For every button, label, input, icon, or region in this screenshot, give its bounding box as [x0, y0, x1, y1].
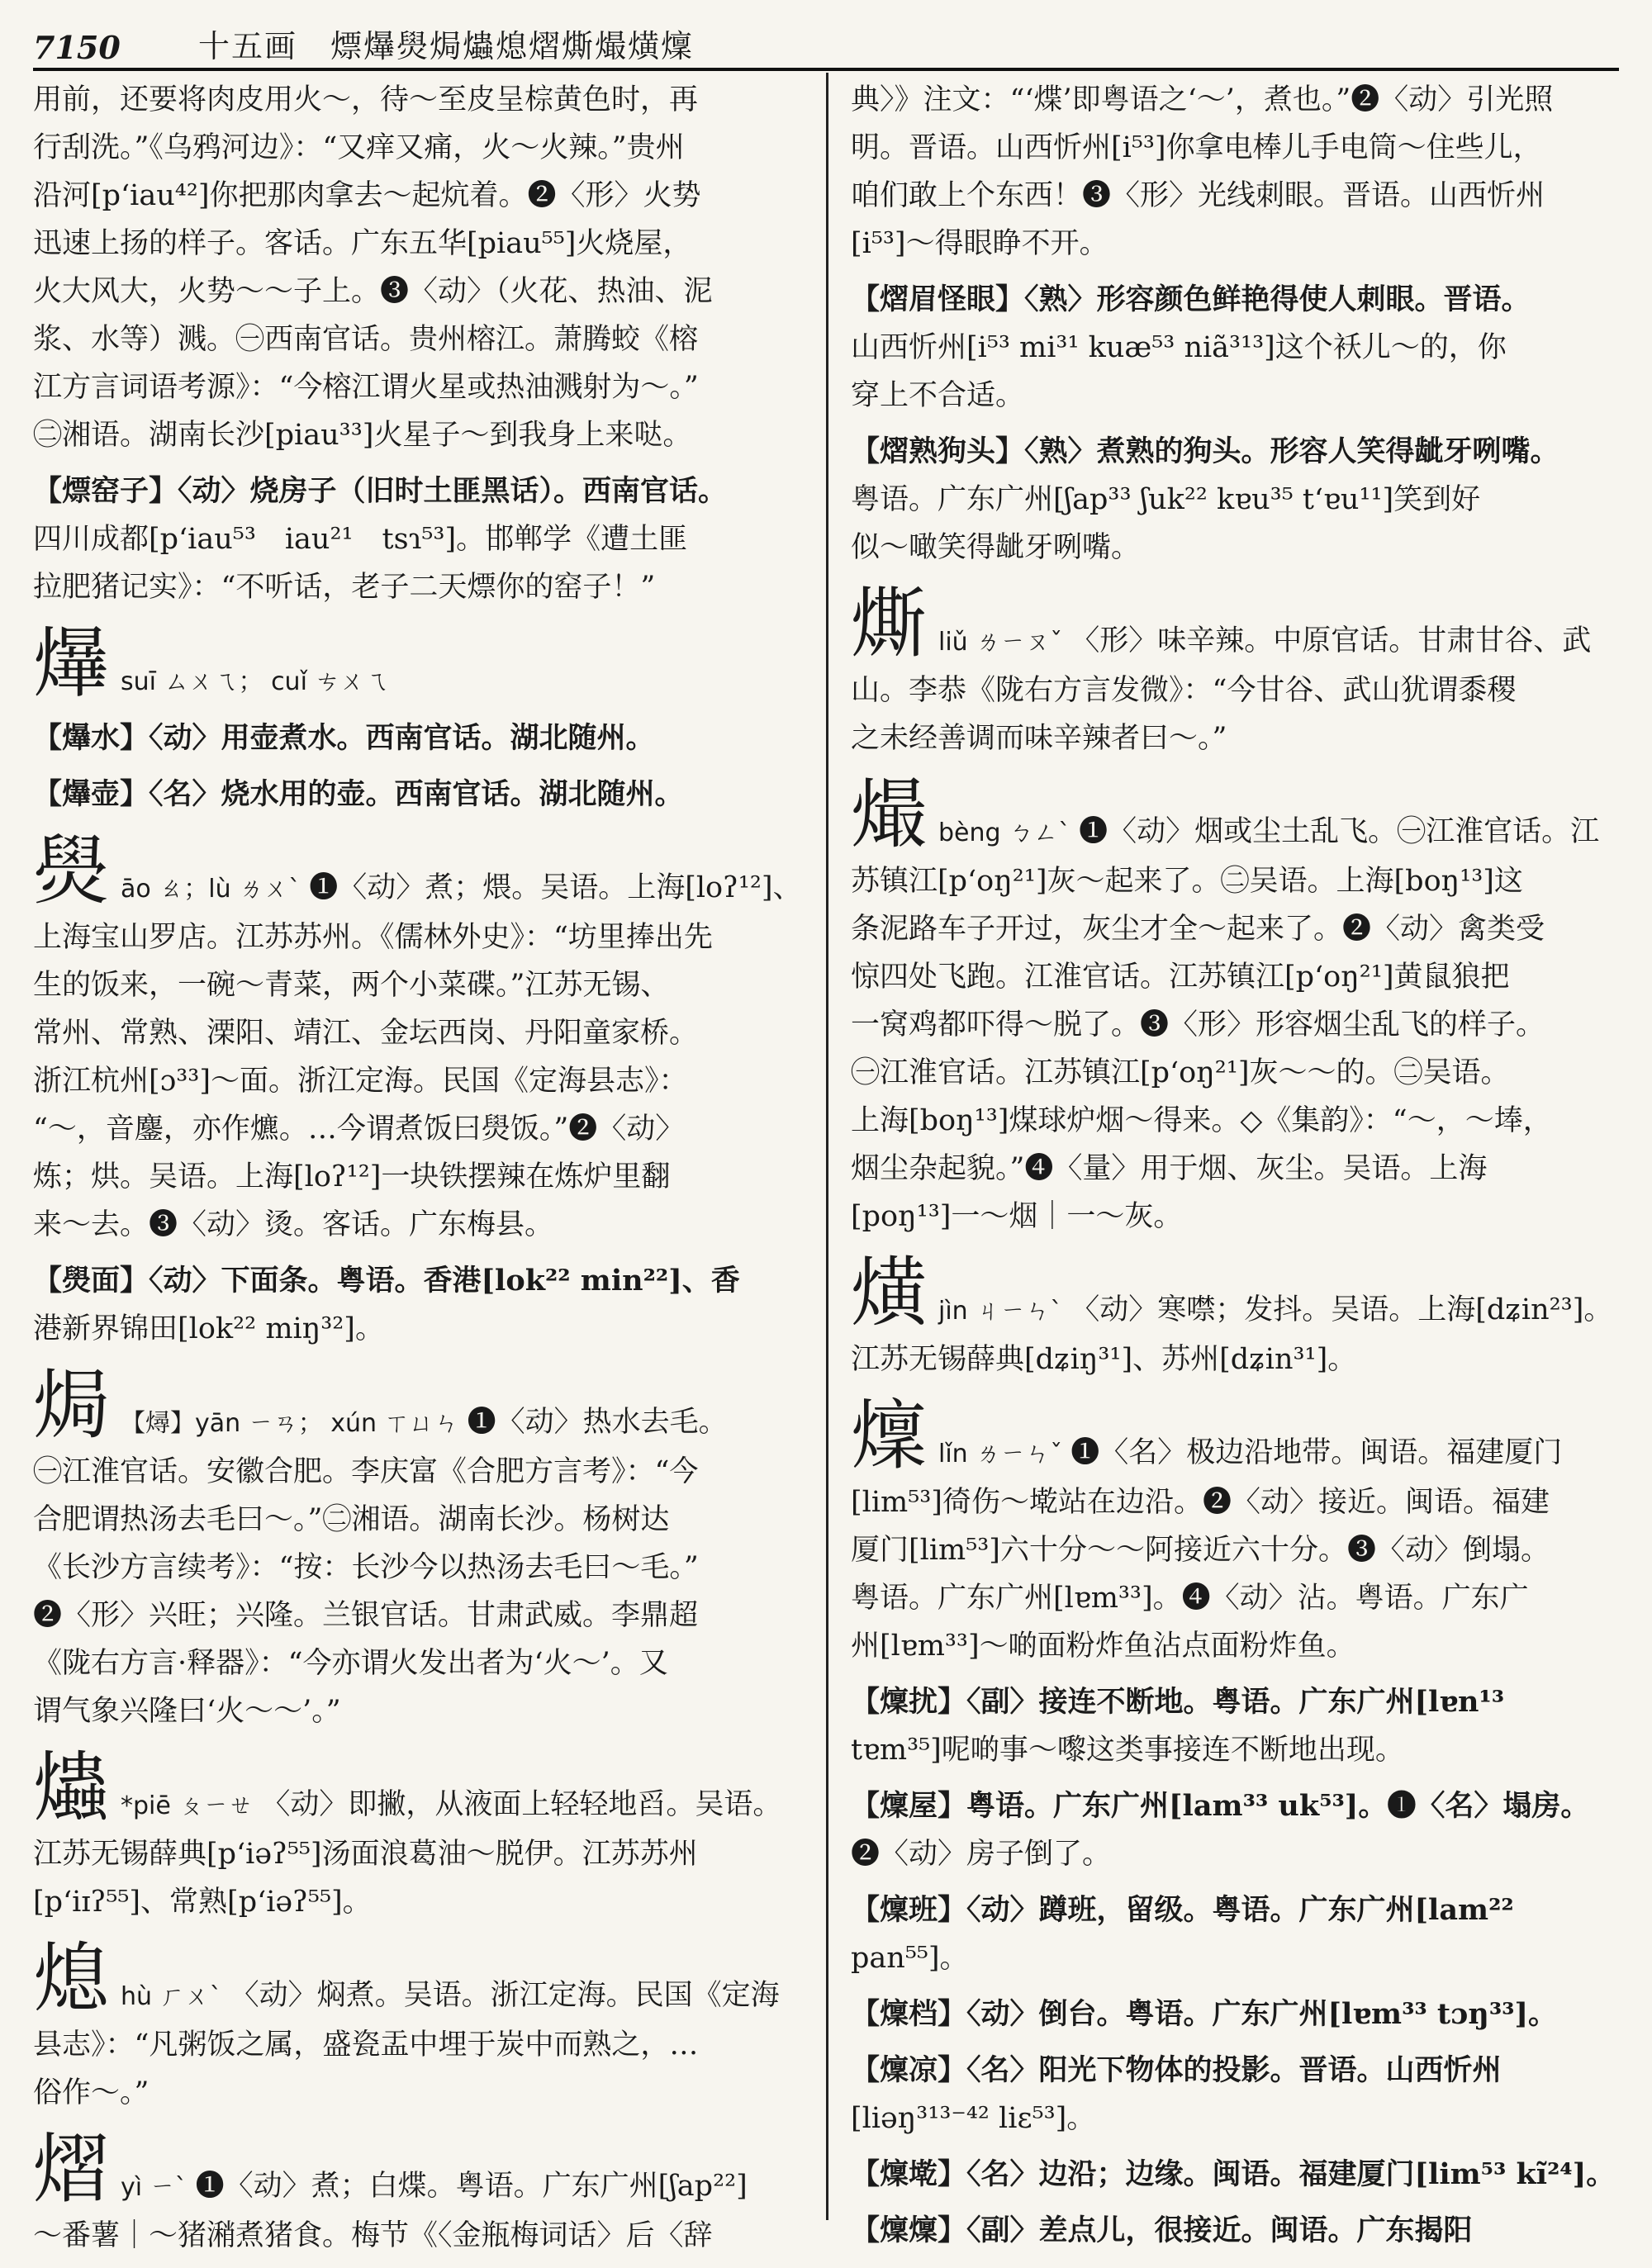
- running-head: 十五画 熛爗燢焗爞熄熠燍熶熿燣: [198, 28, 695, 64]
- left-entry: [33, 1257, 809, 1353]
- headword-pronunciation: liǔ ㄌㄧㄡˇ: [938, 628, 1063, 657]
- right-entry: [851, 1392, 1619, 1670]
- headword-row: [33, 619, 809, 708]
- subentry-line: 【燣燣】〈副〉差点儿，很接近。闽语。广东揭阳: [851, 2213, 1473, 2247]
- subentry-line: 【燣班】〈动〉蹲班，留级。粤语。广东广州[lam²²: [851, 1893, 1514, 1927]
- definition-line: ❷〈动〉房子倒了。: [851, 1838, 1112, 1871]
- definition-line: [lim⁵³]徛伤～墘站在边沿。❷〈动〉接近。闽语。福建: [851, 1486, 1550, 1519]
- headword-pronunciation: lǐn ㄌㄧㄣˇ: [938, 1440, 1063, 1469]
- definition-line: 江苏无锡薛典[dʑiŋ³¹]、苏州[dʑin³¹]。: [851, 1343, 1357, 1376]
- headword-pronunciation: hù ㄏㄨˋ: [121, 1982, 222, 2011]
- subentry-line: 【燣屋】粤语。广东广州[lam³³ uk⁵³]。❶〈名〉塌房。: [851, 1789, 1590, 1823]
- definition-text: ❶〈动〉煮；白煠。粤语。广东广州[ʃap²²]: [195, 2170, 748, 2203]
- subentry-line: 【熛窑子】〈动〉烧房子（旧时土匪黑话）。西南官话。: [33, 474, 728, 508]
- right-entry: [851, 1678, 1619, 1774]
- right-entry: [851, 1990, 1619, 2038]
- headword-pronunciation: *piē ㄆㄧㄝ: [121, 1791, 254, 1820]
- headword-pronunciation: jìn ㄐㄧㄣˋ: [938, 1297, 1063, 1326]
- subentry-line: 【燢面】〈动〉下面条。粤语。香港[lok²² min²²]、香: [33, 1264, 740, 1298]
- definition-line: 粤语。广东广州[ʃap³³ ʃuk²² kɐu³⁵ t‘ɐu¹¹]笑到好: [851, 483, 1481, 516]
- definition-line: 《长沙方言续考》：“按：长沙今以热汤去毛曰～毛。”: [33, 1551, 699, 1584]
- right-entry: [851, 771, 1619, 1241]
- headword-pronunciation: āo ㄠ；lù ㄌㄨˋ: [121, 875, 301, 904]
- definition-line: 火大风大，火势～～子上。❸〈动〉（火花、热油、泥: [33, 275, 713, 308]
- definition-text: 〈动〉寒噤；发抖。吴语。上海[dʑin²³]。: [1070, 1293, 1613, 1326]
- definition-line: 俗作～。”: [33, 2076, 150, 2109]
- subentry-line: 【燣扰】〈副〉接连不断地。粤语。广东广州[lɐn¹³: [851, 1685, 1505, 1719]
- definition-line: 似～噉笑得龇牙咧嘴。: [851, 531, 1141, 564]
- headword-character: 爗: [33, 619, 110, 708]
- header-rule: [33, 68, 1619, 71]
- headword-character: 熶: [851, 771, 928, 859]
- definition-line: [poŋ¹³]一～烟｜一～灰。: [851, 1200, 1183, 1233]
- headword-pronunciation: 【燖】yān ㄧㄢ； xún ㄒㄩㄣ: [121, 1409, 459, 1438]
- definition-line: 拉肥猪记实》：“不听话，老子二天熛你的窑子！”: [33, 571, 656, 604]
- definition-text: 〈动〉即撇，从液面上轻轻地舀。吴语。: [261, 1788, 782, 1821]
- headword-row: [851, 580, 1619, 668]
- page-header: [33, 15, 1619, 66]
- definition-line: 之未经善调而味辛辣者曰～。”: [851, 722, 1227, 755]
- right-entry: [851, 2207, 1619, 2255]
- subentry-line: 【熠熟狗头】〈熟〉煮熟的狗头。形容人笑得龇牙咧嘴。: [851, 434, 1559, 468]
- definition-line: 典〉》注文：“‘煠’即粤语之‘～’，煮也。”❷〈动〉引光照: [851, 83, 1554, 116]
- right-entry: [851, 1249, 1619, 1383]
- definition-text: ❶〈动〉烟或尘土乱飞。㊀江淮官话。江: [1079, 815, 1600, 848]
- right-column: [851, 76, 1619, 2263]
- left-entry: [33, 76, 809, 459]
- headword-row: [33, 2125, 809, 2213]
- headword-character: 燍: [851, 580, 928, 668]
- left-entry: [33, 771, 809, 818]
- definition-line: pan⁵⁵]。: [851, 1942, 969, 1975]
- headword-row: [33, 1934, 809, 2023]
- definition-line: 粤语。广东广州[lɐm³³]。❹〈动〉沾。粤语。广东广: [851, 1582, 1529, 1615]
- definition-line: 谓气象兴隆曰‘火～～’。”: [33, 1695, 341, 1728]
- definition-line: 惊四处飞跑。江淮官话。江苏镇江[p‘oŋ²¹]黄鼠狼把: [851, 961, 1510, 994]
- definition-line: 州[lɐm³³]～啲面粉炸鱼沾点面粉炸鱼。: [851, 1630, 1355, 1663]
- definition-text: ❶〈名〉极边沿地带。闽语。福建厦门: [1070, 1436, 1563, 1469]
- headword-pronunciation: bèng ㄅㄥˋ: [938, 818, 1071, 847]
- headword-row: [851, 1249, 1619, 1337]
- definition-line: 穿上不合适。: [851, 379, 1025, 412]
- definition-line: 迅速上扬的样子。客话。广东五华[piau⁵⁵]火烧屋，: [33, 227, 692, 260]
- right-entry: [851, 2151, 1619, 2199]
- definition-line: 沿河[p‘iau⁴²]你把那肉拿去～起炕着。❷〈形〉火势: [33, 179, 701, 212]
- headword-row: [33, 827, 809, 915]
- headword-row: [851, 1392, 1619, 1480]
- definition-line: 上海[boŋ¹³]煤球炉烟～得来。◇《集韵》：“～，～埲，: [851, 1104, 1552, 1137]
- definition-line: [i⁵³]～得眼睁不开。: [851, 227, 1108, 260]
- left-entry: [33, 467, 809, 611]
- definition-line: [liəŋ³¹³⁻⁴² liɛ⁵³]。: [851, 2102, 1096, 2135]
- page-number: 7150: [33, 29, 121, 66]
- headword-character: 燣: [851, 1392, 928, 1480]
- right-entry: [851, 276, 1619, 420]
- subentry-line: 【爗壶】〈名〉烧水用的壶。西南官话。湖北随州。: [33, 777, 684, 811]
- definition-line: 浆、水等）溅。㊀西南官话。贵州榕江。萧腾蛟《榕: [33, 323, 699, 356]
- definition-line: 明。晋语。山西忻州[i⁵³]你拿电棒儿手电筒～住些儿，: [851, 131, 1542, 164]
- left-entry: [33, 827, 809, 1249]
- right-entry: [851, 76, 1619, 268]
- headword-character: 焗: [33, 1361, 110, 1450]
- right-entry: [851, 1782, 1619, 1878]
- left-entry: [33, 1361, 809, 1735]
- headword-row: [33, 1361, 809, 1450]
- definition-line: 生的饭来，一碗～青菜，两个小菜碟。”江苏无锡、: [33, 969, 670, 1002]
- definition-line: 江苏无锡薛典[p‘iəʔ⁵⁵]汤面浪葛油～脱伊。江苏苏州: [33, 1838, 698, 1871]
- definition-line: tɐm³⁵]呢啲事～嚟这类事接连不断地出现。: [851, 1734, 1404, 1767]
- definition-line: 一窝鸡都吓得～脱了。❸〈形〉形容烟尘乱飞的样子。: [851, 1008, 1545, 1041]
- definition-line: 《陇右方言·释器》：“今亦谓火发出者为‘火～’。又: [33, 1647, 668, 1680]
- definition-line: 行刮洗。”《乌鸦河边》：“又痒又痛，火～火辣。”贵州: [33, 131, 685, 164]
- definition-line: 江方言词语考源》：“今榕江谓火星或热油溅射为～。”: [33, 371, 699, 404]
- definition-line: 苏镇江[p‘oŋ²¹]灰～起来了。㊁吴语。上海[boŋ¹³]这: [851, 865, 1523, 898]
- left-entry: [33, 714, 809, 762]
- subentry-line: 【燣凉】〈名〉阳光下物体的投影。晋语。山西忻州: [851, 2053, 1502, 2087]
- definition-line: 常州、常熟、溧阳、靖江、金坛西岗、丹阳童家桥。: [33, 1017, 699, 1050]
- definition-line: 条泥路车子开过，灰尘才全～起来了。❷〈动〉禽类受: [851, 913, 1545, 946]
- definition-line: 来～去。❸〈动〉烫。客话。广东梅县。: [33, 1208, 554, 1241]
- headword-character: 熄: [33, 1934, 110, 2023]
- definition-line: 山。李恭《陇右方言发微》：“今甘谷、武山犹谓黍稷: [851, 674, 1517, 707]
- definition-line: [p‘iɪʔ⁵⁵]、常熟[p‘iəʔ⁵⁵]。: [33, 1886, 372, 1919]
- right-entry: [851, 1886, 1619, 1982]
- headword-pronunciation: suī ㄙㄨㄟ； cuǐ ㄘㄨㄟ: [121, 667, 390, 696]
- headword-row: [33, 1744, 809, 1832]
- definition-text: ❶〈动〉热水去毛。: [467, 1406, 728, 1439]
- left-entry: [33, 1934, 809, 2117]
- definition-line: 四川成都[p‘iau⁵³ iau²¹ tsɿ⁵³]。邯郸学《遭土匪: [33, 523, 688, 556]
- left-column: [33, 76, 809, 2268]
- definition-line: 咱们敢上个东西！❸〈形〉光线刺眼。晋语。山西忻州: [851, 179, 1545, 212]
- definition-text: ❶〈动〉煮；煨。吴语。上海[loʔ¹²]、: [309, 871, 802, 904]
- definition-line: ～番薯｜～猪潲煮猪食。梅节《〈金瓶梅词话〉后〈辞: [33, 2219, 713, 2252]
- column-divider: [826, 73, 828, 2220]
- left-entry: [33, 1744, 809, 1926]
- definition-line: 县志》：“凡粥饭之属，盛瓷盂中埋于炭中而熟之，…: [33, 2028, 699, 2062]
- left-entry: [33, 619, 809, 708]
- subentry-line: 【燣墘】〈名〉边沿；边缘。闽语。福建厦门[lim⁵³ kĩ²⁴]。: [851, 2157, 1616, 2191]
- definition-line: ㊁湘语。湖南长沙[piau³³]火星子～到我身上来哒。: [33, 419, 692, 452]
- definition-line: 用前，还要将肉皮用火～，待～至皮呈棕黄色时，再: [33, 83, 699, 116]
- headword-character: 熠: [33, 2125, 110, 2213]
- subentry-line: 【燣档】〈动〉倒台。粤语。广东广州[lɐm³³ tɔŋ³³]。: [851, 1997, 1558, 2031]
- definition-line: “～，音鏖，亦作爊。…今谓煮饭曰燢饭。”❷〈动〉: [33, 1113, 685, 1146]
- headword-row: [851, 771, 1619, 859]
- subentry-line: 【爗水】〈动〉用壶煮水。西南官话。湖北随州。: [33, 721, 655, 755]
- definition-text: 〈形〉味辛辣。中原官话。甘肃甘谷、武: [1070, 624, 1592, 657]
- definition-line: 厦门[lim⁵³]六十分～～阿接近六十分。❸〈动〉倒塌。: [851, 1534, 1550, 1567]
- definition-line: ㊀江淮官话。江苏镇江[p‘oŋ²¹]灰～～的。㊁吴语。: [851, 1056, 1510, 1089]
- definition-line: 上海宝山罗店。江苏苏州。《儒林外史》：“坊里捧出先: [33, 921, 713, 954]
- definition-line: ㊀江淮官话。安徽合肥。李庆富《合肥方言考》：“今: [33, 1455, 699, 1488]
- left-entry: [33, 2125, 809, 2260]
- definition-line: 合肥谓热汤去毛曰～。”㊁湘语。湖南长沙。杨树达: [33, 1503, 670, 1536]
- definition-line: ❷〈形〉兴旺；兴隆。兰银官话。甘肃武威。李鼎超: [33, 1599, 699, 1632]
- right-entry: [851, 580, 1619, 762]
- headword-pronunciation: yì ㄧˋ: [121, 2173, 188, 2202]
- subentry-line: 【熠眉怪眼】〈熟〉形容颜色鲜艳得使人刺眼。晋语。: [851, 282, 1531, 316]
- headword-character: 爞: [33, 1744, 110, 1832]
- right-entry: [851, 2047, 1619, 2142]
- definition-line: 浙江杭州[ɔ³³]～面。浙江定海。民国《定海县志》：: [33, 1065, 688, 1098]
- definition-line: 港新界锦田[lok²² miŋ³²]。: [33, 1312, 384, 1345]
- headword-character: 熿: [851, 1249, 928, 1337]
- definition-line: 山西忻州[i⁵³ mi³¹ kuæ⁵³ niã³¹³]这个袄儿～的，你: [851, 331, 1507, 364]
- headword-character: 燢: [33, 827, 110, 915]
- definition-text: 〈动〉焖煮。吴语。浙江定海。民国《定海: [230, 1979, 780, 2012]
- definition-line: 烟尘杂起貌。”❹〈量〉用于烟、灰尘。吴语。上海: [851, 1152, 1488, 1185]
- right-entry: [851, 428, 1619, 572]
- definition-line: 炼；烘。吴语。上海[loʔ¹²]一块铁摆辣在炼炉里翻: [33, 1160, 671, 1193]
